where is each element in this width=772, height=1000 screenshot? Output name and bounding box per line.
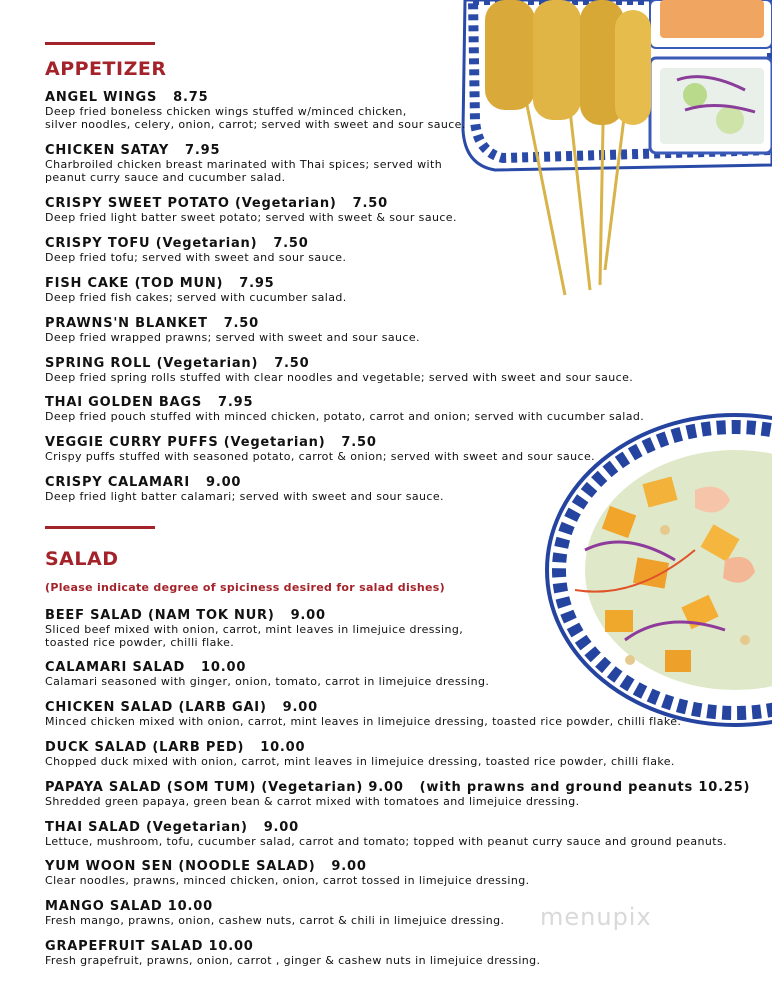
item-name: VEGGIE CURRY PUFFS (Vegetarian) 7.50 bbox=[45, 435, 377, 450]
menu-item bbox=[45, 475, 745, 503]
menu-item bbox=[45, 435, 745, 463]
item-name: FISH CAKE (TOD MUN) 7.95 bbox=[45, 276, 275, 291]
item-desc: Sliced beef mixed with onion, carrot, mint leaves in limejuice dressing, toasted rice powder, chilli flake. bbox=[45, 623, 464, 649]
item-name: CALAMARI SALAD 10.00 bbox=[45, 660, 247, 675]
menupix-watermark: menupix bbox=[540, 903, 652, 931]
menu-item bbox=[45, 608, 745, 649]
item-desc: Deep fried tofu; served with sweet and sour sauce. bbox=[45, 251, 347, 264]
salad-heading: SALAD bbox=[45, 548, 119, 570]
item-name: SPRING ROLL (Vegetarian) 7.50 bbox=[45, 356, 310, 371]
item-name: PRAWNS'N BLANKET 7.50 bbox=[45, 316, 259, 331]
item-name: CHICKEN SALAD (LARB GAI) 9.00 bbox=[45, 700, 318, 715]
item-desc: Fresh mango, prawns, onion, cashew nuts, carrot & chili in limejuice dressing. bbox=[45, 914, 505, 927]
item-desc: Minced chicken mixed with onion, carrot, mint leaves in limejuice dressing, toasted rice powder, chilli flake. bbox=[45, 715, 682, 728]
item-name: THAI SALAD (Vegetarian) 9.00 bbox=[45, 820, 299, 835]
item-name: PAPAYA SALAD (SOM TUM) (Vegetarian) 9.00 (with prawns and ground peanuts 10.25) bbox=[45, 780, 751, 795]
menu-item bbox=[45, 236, 745, 264]
menu-item bbox=[45, 660, 745, 688]
item-desc: Crispy puffs stuffed with seasoned potato, carrot & onion; served with sweet and sour sauce. bbox=[45, 450, 596, 463]
item-desc: Calamari seasoned with ginger, onion, tomato, carrot in limejuice dressing. bbox=[45, 675, 490, 688]
item-name: CHICKEN SATAY 7.95 bbox=[45, 143, 221, 158]
menu-item bbox=[45, 700, 745, 728]
appetizer-divider bbox=[45, 42, 155, 45]
item-name: CRISPY CALAMARI 9.00 bbox=[45, 475, 242, 490]
item-desc: Deep fried boneless chicken wings stuffed w/minced chicken, silver noodles, celery, onion, carrot; served with sweet and sour sauce. bbox=[45, 105, 466, 131]
item-desc: Shredded green papaya, green bean & carrot mixed with tomatoes and limejuice dressing. bbox=[45, 795, 580, 808]
menu-item bbox=[45, 196, 745, 224]
item-name: CRISPY SWEET POTATO (Vegetarian) 7.50 bbox=[45, 196, 388, 211]
item-desc: Deep fried fish cakes; served with cucumber salad. bbox=[45, 291, 347, 304]
item-name: GRAPEFRUIT SALAD 10.00 bbox=[45, 939, 254, 954]
item-desc: Lettuce, mushroom, tofu, cucumber salad, carrot and tomato; topped with peanut curry sauce and ground peanuts. bbox=[45, 835, 728, 848]
salad-divider bbox=[45, 526, 155, 529]
item-desc: Chopped duck mixed with onion, carrot, mint leaves in limejuice dressing, toasted rice powder, chilli flake. bbox=[45, 755, 675, 768]
menu-item bbox=[45, 820, 745, 848]
menu-item bbox=[45, 356, 745, 384]
item-name: ANGEL WINGS 8.75 bbox=[45, 90, 209, 105]
item-desc: Deep fried light batter calamari; served with sweet and sour sauce. bbox=[45, 490, 444, 503]
item-desc: Deep fried spring rolls stuffed with clear noodles and vegetable; served with sweet and sour sauce. bbox=[45, 371, 634, 384]
menu-item bbox=[45, 780, 751, 808]
menu-item bbox=[45, 939, 745, 967]
appetizer-heading: APPETIZER bbox=[45, 58, 167, 80]
menu-item bbox=[45, 316, 745, 344]
item-name: BEEF SALAD (NAM TOK NUR) 9.00 bbox=[45, 608, 326, 623]
menu-item bbox=[45, 143, 745, 184]
item-desc: Clear noodles, prawns, minced chicken, onion, carrot tossed in limejuice dressing. bbox=[45, 874, 530, 887]
item-name: DUCK SALAD (LARB PED) 10.00 bbox=[45, 740, 306, 755]
menu-item bbox=[45, 395, 745, 423]
item-desc: Deep fried wrapped prawns; served with sweet and sour sauce. bbox=[45, 331, 420, 344]
item-name: YUM WOON SEN (NOODLE SALAD) 9.00 bbox=[45, 859, 367, 874]
item-name: MANGO SALAD 10.00 bbox=[45, 899, 213, 914]
item-name: CRISPY TOFU (Vegetarian) 7.50 bbox=[45, 236, 309, 251]
item-desc: Fresh grapefruit, prawns, onion, carrot , ginger & cashew nuts in limejuice dressing. bbox=[45, 954, 541, 967]
item-desc: Deep fried light batter sweet potato; served with sweet & sour sauce. bbox=[45, 211, 457, 224]
item-desc: Deep fried pouch stuffed with minced chicken, potato, carrot and onion; served with cucumber salad. bbox=[45, 410, 645, 423]
item-name: THAI GOLDEN BAGS 7.95 bbox=[45, 395, 254, 410]
item-desc: Charbroiled chicken breast marinated with Thai spices; served with peanut curry sauce and cucumber salad. bbox=[45, 158, 443, 184]
menu-item bbox=[45, 90, 745, 131]
spiciness-note: (Please indicate degree of spiciness desired for salad dishes) bbox=[45, 581, 445, 594]
menu-item bbox=[45, 859, 745, 887]
menu-item bbox=[45, 276, 745, 304]
menu-item bbox=[45, 740, 745, 768]
